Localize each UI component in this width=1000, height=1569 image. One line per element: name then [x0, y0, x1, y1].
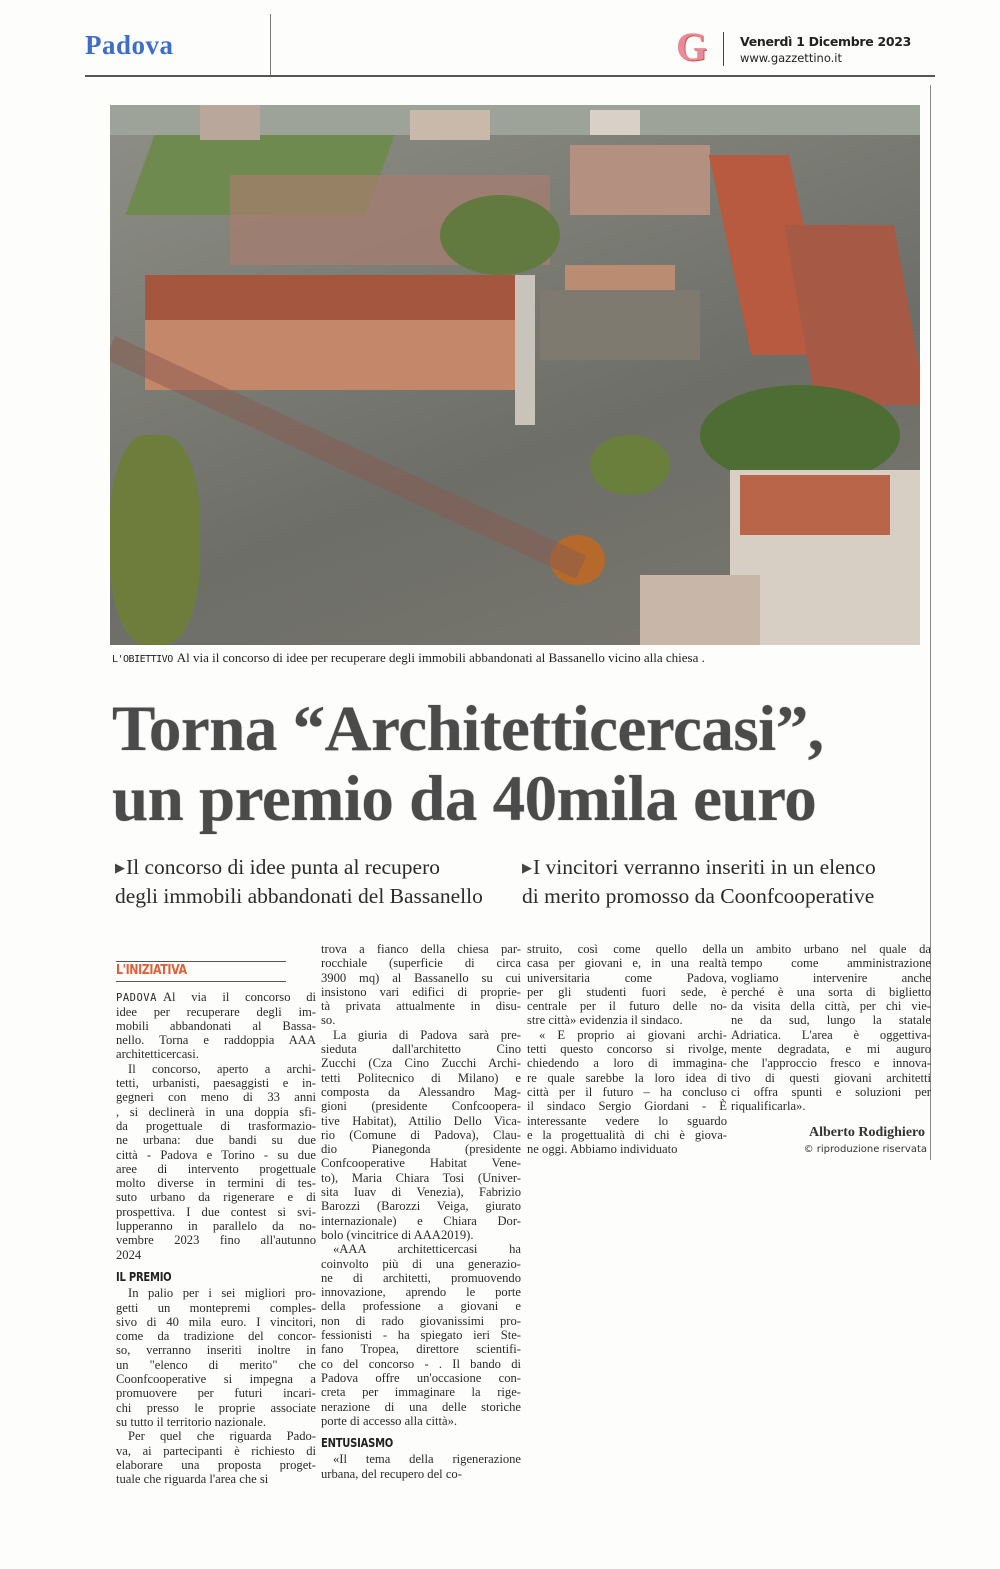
text-line: centrale per il futuro delle no-	[527, 999, 727, 1014]
text-line: tà privata attualmente in disu-	[321, 999, 521, 1014]
text-line: creta per immaginare la rige-	[321, 1385, 521, 1400]
text-line: sieduta dall'architetto Cino	[321, 1042, 521, 1057]
triangle-icon: ▶	[522, 860, 532, 875]
text-line: perché è una sorta di biglietto	[731, 984, 931, 999]
text-line: tetti questo concorso si rivolge,	[527, 1042, 727, 1057]
text-line: Confcooperative Habitat Vene-	[321, 1156, 521, 1171]
paragraph	[731, 942, 931, 1114]
caption-text: Al via il concorso di idee per recuperare degli immobili abbandonati al Bassanello vicino alla chiesa .	[176, 650, 705, 665]
text-line: tivo di questi giovani architetti	[731, 1070, 931, 1085]
paragraph	[527, 942, 727, 1028]
headline-line-1: Torna “Architetticercasi”,	[112, 693, 824, 765]
photo-caption	[112, 650, 705, 666]
text-line: so.	[321, 1013, 336, 1028]
text-line: dio Pianegonda (presidente	[321, 1142, 521, 1157]
text-line: 2024	[116, 1247, 142, 1262]
paragraph	[321, 1242, 521, 1428]
text-line: come da tradizione del concor-	[116, 1329, 316, 1344]
text-line: « E proprio ai giovani archi-	[539, 1027, 727, 1042]
text-line: per gli studenti fuori sede, è	[527, 984, 727, 999]
paragraph	[116, 1286, 316, 1429]
header-rule	[85, 75, 935, 77]
text-line: tuale che riguarda l'area che si	[116, 1472, 269, 1487]
text-line: prospettiva. I due contest si svi-	[116, 1204, 316, 1219]
text-line: che l'approccio fresco e innova-	[731, 1056, 931, 1071]
text-line: città - Padova e Torino - su due	[116, 1147, 316, 1162]
text-line: tetti, urbanisti, paesaggisti e in-	[116, 1076, 316, 1091]
article-column-2	[321, 942, 521, 1481]
text-line: re quale sarebbe la loro idea di	[527, 1070, 727, 1085]
text-line: insistono vari edifici di proprie-	[321, 984, 521, 999]
website-link[interactable]: www.gazzettino.it	[740, 51, 843, 65]
text-line: 3900 mq) al Bassanello su cui	[321, 970, 521, 985]
text-line: sita Iuav di Venezia), Fabrizio	[321, 1185, 521, 1200]
text-line: Padova offre un'occasione con-	[321, 1370, 521, 1385]
paragraph	[116, 1429, 316, 1486]
text-line: universitaria come Padova,	[527, 970, 727, 985]
text-line: vembre 2023 fino all'autunno	[116, 1233, 316, 1248]
text-line: da visita della città, per chi vie-	[731, 999, 931, 1014]
text-line: composta da Alessandro Mag-	[321, 1084, 521, 1099]
subheadline-line: degli immobili abbandonati del Bassanello	[115, 884, 483, 908]
paragraph	[527, 1028, 727, 1157]
text-line: promuovere per futuri incari-	[116, 1386, 316, 1401]
text-line: Zucchi (Cza Cino Zucchi Archi-	[321, 1056, 521, 1071]
text-line: rocchiale (superficie di circa	[321, 956, 521, 971]
text-line: e la progettualità di chi è giova-	[527, 1127, 727, 1142]
subheadline-right	[522, 853, 876, 911]
text-line: stre città» evidenzia il sindaco.	[527, 1013, 683, 1028]
section-subheading: IL PREMIO	[116, 1268, 172, 1284]
issue-date: Venerdì 1 Dicembre 2023	[740, 34, 912, 49]
text-line: aree di intervento progettuale	[116, 1161, 316, 1176]
text-line: bolo (vincitrice di AAA2019).	[321, 1227, 474, 1242]
text-line: su tutto il territorio nazionale.	[116, 1414, 267, 1429]
text-line: nerazione di una delle storiche	[321, 1399, 521, 1414]
paragraph	[116, 1062, 316, 1262]
article-column-1	[116, 955, 316, 1486]
text-line: «Il tema della rigenerazione	[333, 1452, 521, 1467]
text-line: lupperanno in parallelo da no-	[116, 1219, 316, 1234]
text-line: Barozzi (Barozzi Veiga, giurato	[321, 1199, 521, 1214]
text-line: ne di architetti, promuovendo	[321, 1270, 521, 1285]
text-line: tetti Politecnico di Milano) e	[321, 1070, 521, 1085]
text-line: ne da sud, lungo la statale	[731, 1013, 931, 1028]
text-line: In palio per i sei migliori pro-	[128, 1286, 316, 1301]
subheadline-left	[115, 853, 483, 911]
text-line: fessionisti - ha spiegato ieri Ste-	[321, 1328, 521, 1343]
text-line: urbana, del recupero del co-	[321, 1466, 462, 1481]
text-line: porte di accesso alla città».	[321, 1413, 458, 1428]
text-line: trova a fianco della chiesa par-	[321, 942, 521, 956]
subheadline-line: di merito promosso da Coonfcooperative	[522, 884, 875, 908]
aerial-photo	[110, 105, 920, 645]
text-line: sivo di 40 mila euro. I vincitori,	[116, 1314, 316, 1329]
article-column-4	[731, 942, 931, 1114]
paragraph	[321, 1028, 521, 1242]
dateline: PADOVA	[116, 992, 157, 1005]
text-line: ne urbana: due bandi su due	[116, 1133, 316, 1148]
text-line: interessante vedere lo sguardo	[527, 1113, 727, 1128]
section-subheading: ENTUSIASMO	[321, 1435, 394, 1451]
text-line-content: Al via il concorso di	[162, 990, 316, 1005]
text-line: La giuria di Padova sarà pre-	[333, 1027, 521, 1042]
text-line: «AAA architetticercasi ha	[333, 1242, 521, 1257]
text-line: internazionale) e Chiara Dor-	[321, 1213, 521, 1228]
text-line: va, ai partecipanti è richiesto di	[116, 1443, 316, 1458]
text-line: Coonfcooperative si impegna a	[116, 1372, 316, 1387]
copyright-notice: © riproduzione riservata	[803, 1144, 927, 1155]
logo-divider	[723, 32, 724, 66]
text-line: Il concorso, aperto a archi-	[128, 1061, 316, 1076]
header-divider	[270, 14, 271, 76]
text-line: elaborare una proposta proget-	[116, 1457, 316, 1472]
subheadline-line: Il concorso di idee punta al recupero	[126, 855, 441, 879]
text-line: struito, così come quello della	[527, 942, 727, 956]
text-line: mente degradata, e mi auguro	[731, 1042, 931, 1057]
triangle-icon: ▶	[115, 860, 125, 875]
text-line: ne oggi. Abbiamo individuato	[527, 1142, 678, 1157]
text-line: Per quel che riguarda Pado-	[128, 1429, 316, 1444]
paragraph	[321, 942, 521, 1028]
section-title: Padova	[85, 30, 174, 60]
paragraph	[321, 1452, 521, 1481]
text-line: getti un montepremi comples-	[116, 1300, 316, 1315]
caption-label: L'OBIETTIVO	[112, 654, 173, 665]
article-column-3	[527, 942, 727, 1156]
subheadline-line: I vincitori verranno inseriti in un elenco	[533, 855, 876, 879]
text-line: un ambito urbano nel quale da	[731, 942, 931, 956]
text-line: rio (Comune di Padova), Clau-	[321, 1127, 521, 1142]
text-line: chi presso le proprie associate	[116, 1400, 316, 1415]
text-line: so, verranno inseriti inoltre in	[116, 1343, 316, 1358]
text-line: coinvolto più di una generazio-	[321, 1256, 521, 1271]
text-line: idee per recuperare degli im-	[116, 1004, 316, 1019]
text-line	[116, 990, 316, 1004]
text-line: tempo come amministrazione	[731, 956, 931, 971]
text-line: gioni (presidente Confcoopera-	[321, 1099, 521, 1114]
text-line: co del concorso - . Il bando di	[321, 1356, 521, 1371]
text-line: suto urbano da rigenerare e di	[116, 1190, 316, 1205]
text-line: innovazione, aprendo le porte	[321, 1285, 521, 1300]
headline-line-2: un premio da 40mila euro	[112, 763, 817, 835]
text-line: fano Tropea, direttore scientifi-	[321, 1342, 521, 1357]
text-line: riqualificarla».	[731, 1099, 806, 1114]
text-line: vogliamo intervenire anche	[731, 970, 931, 985]
text-line: mobili abbandonati al Bassa-	[116, 1018, 316, 1033]
text-line: da progettuale di trasformazio-	[116, 1118, 316, 1133]
text-line: Adriatica. L'area è oggettiva-	[731, 1027, 931, 1042]
text-line: il sindaco Sergio Giordani - È	[527, 1099, 727, 1114]
text-line: un "elenco di merito" che	[116, 1357, 316, 1372]
text-line: molto diverse in termini di tes-	[116, 1176, 316, 1191]
gazzettino-logo: G	[676, 24, 708, 69]
text-line: della professione a giovani e	[321, 1299, 521, 1314]
text-line: città per il futuro – ha concluso	[527, 1084, 727, 1099]
text-line: architetticercasi.	[116, 1047, 199, 1062]
text-line: tive Habitat), Attilio Dello Vica-	[321, 1113, 521, 1128]
text-line: casa per giovani e, in una realtà	[527, 956, 727, 971]
text-line: nello. Torna e raddoppia AAA	[116, 1033, 316, 1048]
text-line: gegneri con meno di 33 anni	[116, 1090, 316, 1105]
text-line: ci offra spunti e soluzioni per	[731, 1084, 931, 1099]
author-byline: Alberto Rodighiero	[808, 1125, 925, 1140]
text-line: to), Maria Chiara Tosi (Univer-	[321, 1170, 521, 1185]
text-line: non di rado giovanissimi pro-	[321, 1313, 521, 1328]
paragraph	[116, 990, 316, 1061]
text-line: chiedendo a loro di immagina-	[527, 1056, 727, 1071]
text-line: , si declinerà in una doppia sfi-	[116, 1104, 316, 1119]
section-kicker: L'INIZIATIVA	[116, 961, 286, 982]
